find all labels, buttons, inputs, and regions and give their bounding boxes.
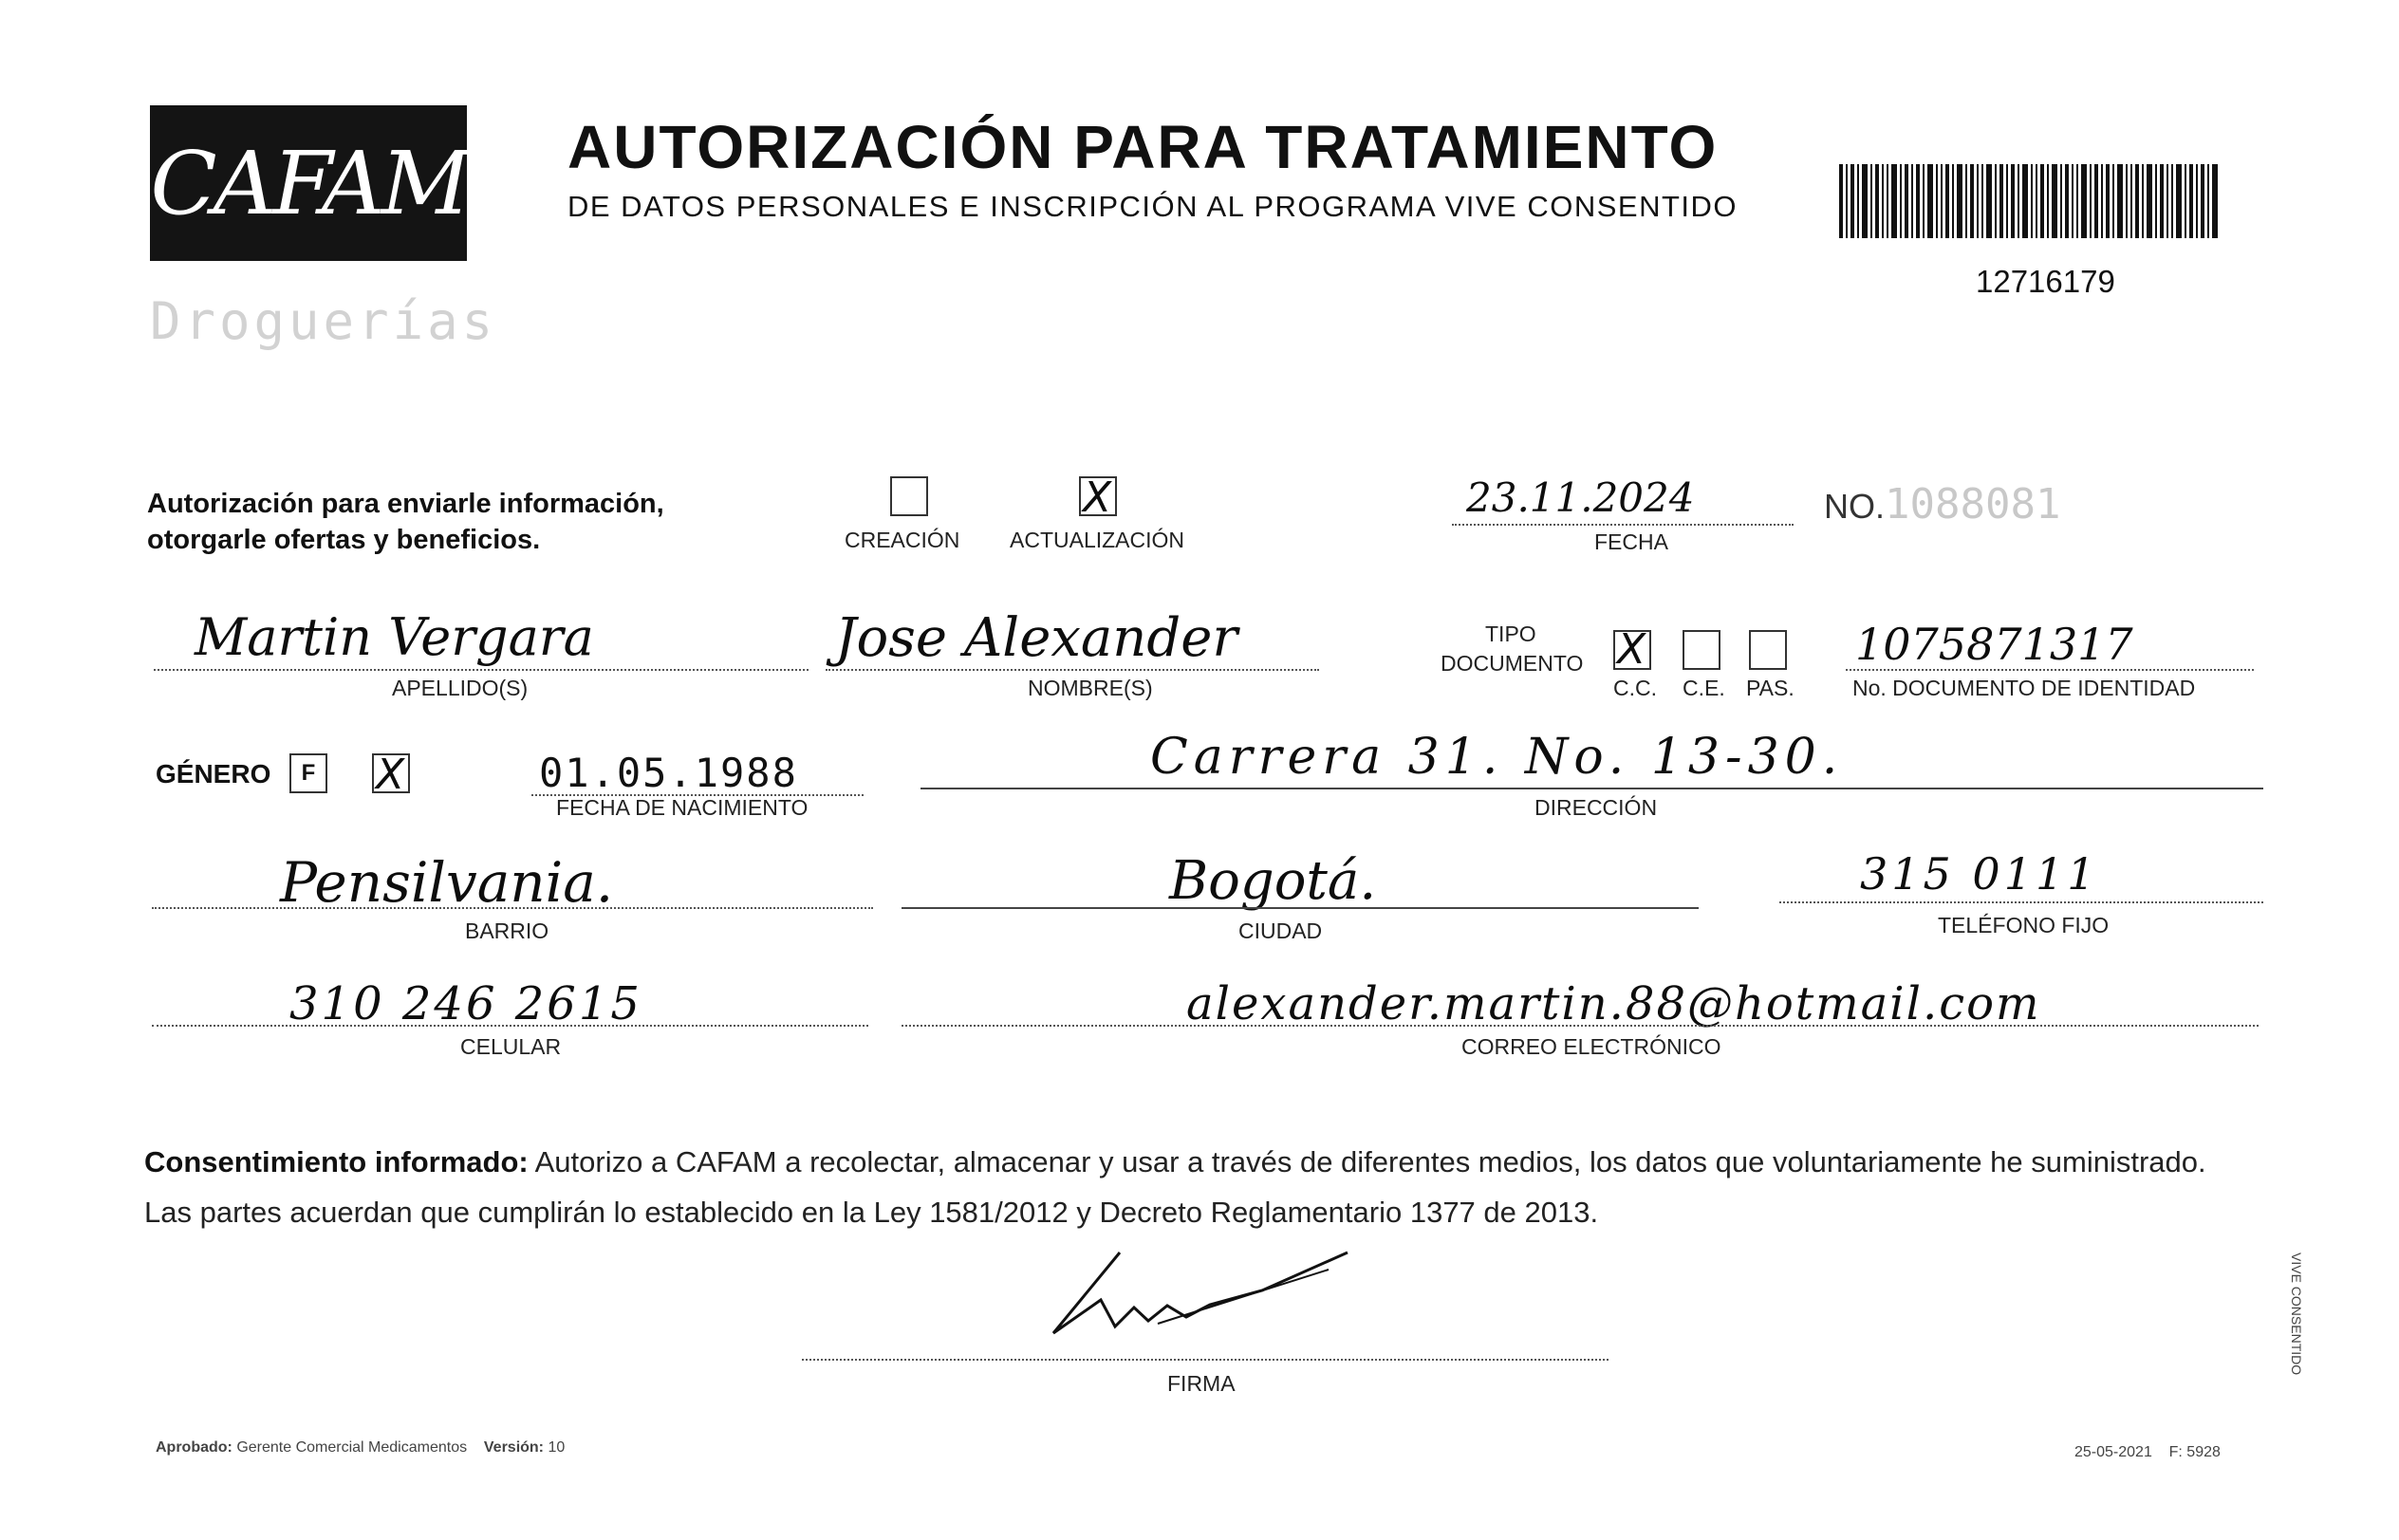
documento-number-label: No. DOCUMENTO DE IDENTIDAD (1852, 676, 2196, 700)
genero-f-checkbox[interactable] (289, 753, 327, 793)
actualizacion-checkbox[interactable] (1079, 473, 1117, 522)
apellidos-value[interactable]: Martin Vergara (195, 607, 594, 667)
consent-block (144, 1137, 2270, 1237)
direccion-label: DIRECCIÓN (1534, 795, 1658, 820)
footer-date-code (2074, 1444, 2221, 1461)
firma-label: FIRMA (1167, 1371, 1236, 1396)
aprobado-label: Aprobado: (156, 1439, 232, 1456)
aprobado-value: Gerente Comercial Medicamentos (236, 1439, 468, 1456)
form-subtitle: DE DATOS PERSONALES E INSCRIPCIÓN AL PROGRAMA VIVE CONSENTIDO (567, 190, 1739, 223)
correo-line (902, 1025, 2259, 1027)
barrio-line (152, 907, 873, 909)
celular-line (152, 1025, 868, 1027)
authorization-heading-line2: otorgarle ofertas y beneficios. (147, 525, 541, 555)
nombres-value[interactable]: Jose Alexander (835, 607, 1238, 669)
genero-label: GÉNERO (156, 759, 271, 789)
ciudad-label: CIUDAD (1238, 918, 1323, 943)
form-title: AUTORIZACIÓN PARA TRATAMIENTO (567, 113, 1719, 181)
documento-label: DOCUMENTO (1441, 651, 1584, 676)
direccion-line (921, 788, 2263, 789)
documento-value[interactable]: 1075871317 (1855, 619, 2133, 670)
ciudad-value[interactable]: Bogotá. (1169, 850, 1377, 912)
authorization-heading-line1: Autorización para enviarle información, (147, 489, 664, 519)
cc-mark: X (1617, 625, 1646, 674)
signature-line (802, 1359, 1609, 1361)
consent-text-line2: Las partes acuerdan que cumplirán lo establecido en la Ley 1581/2012 y Decreto Reglamentario 1377 de 2013. (144, 1196, 1599, 1229)
fecha-line (1452, 524, 1794, 526)
nombres-line (826, 669, 1319, 671)
signature-stroke (1044, 1234, 1385, 1347)
cc-checkbox[interactable] (1613, 625, 1651, 674)
direccion-value[interactable]: Carrera 31. No. 13-30. (1150, 729, 1844, 786)
actualizacion-label: ACTUALIZACIÓN (1010, 528, 1185, 552)
documento-line (1846, 669, 2254, 671)
genero-f-label: F (301, 760, 316, 786)
footer-approval (156, 1439, 565, 1457)
correo-label: CORREO ELECTRÓNICO (1461, 1034, 1721, 1059)
logo-text: CAFAM (150, 132, 467, 234)
authorization-heading (147, 486, 664, 558)
fecha-value[interactable]: 23.11.2024 (1466, 474, 1695, 521)
cc-label: C.C. (1613, 676, 1657, 700)
creacion-checkbox[interactable] (890, 476, 928, 516)
genero-m-mark: X (376, 751, 405, 799)
cafam-logo (150, 105, 467, 261)
tipo-label: TIPO (1485, 622, 1536, 646)
barcode (1839, 164, 2219, 238)
version-value: 10 (548, 1439, 566, 1456)
pas-checkbox[interactable] (1749, 630, 1787, 670)
genero-m-checkbox[interactable] (372, 751, 410, 799)
apellidos-line (154, 669, 809, 671)
apellidos-label: APELLIDO(S) (392, 676, 529, 700)
nacimiento-label: FECHA DE NACIMIENTO (556, 795, 809, 820)
form-number (1824, 480, 2060, 529)
correo-value[interactable]: alexander.martin.88@hotmail.com (1186, 977, 2041, 1030)
ce-checkbox[interactable] (1683, 630, 1720, 670)
footer-date: 25-05-2021 (2074, 1444, 2152, 1460)
form-number-label: NO. (1824, 487, 1886, 526)
consent-text-line1: Autorizo a CAFAM a recolectar, almacenar y usar a través de diferentes medios, los datos que voluntariamente he suministrado. (534, 1145, 2206, 1178)
side-vertical-text: VIVE CONSENTIDO (2289, 1252, 2304, 1376)
actualizacion-mark: X (1083, 473, 1112, 522)
footer-code: F: 5928 (2168, 1444, 2221, 1460)
celular-label: CELULAR (460, 1034, 562, 1059)
creacion-label: CREACIÓN (845, 528, 960, 552)
barrio-label: BARRIO (465, 918, 549, 943)
nombres-label: NOMBRE(S) (1028, 676, 1153, 700)
ciudad-line (902, 907, 1699, 909)
consent-heading: Consentimiento informado: (144, 1145, 529, 1178)
celular-value[interactable]: 310 246 2615 (289, 977, 642, 1030)
barrio-value[interactable]: Pensilvania. (280, 850, 614, 915)
form-number-value: 1088081 (1885, 480, 2061, 529)
version-label: Versión: (483, 1439, 545, 1456)
barcode-number: 12716179 (1976, 264, 2115, 299)
logo-subtext: Droguerías (150, 291, 497, 351)
fecha-label: FECHA (1594, 529, 1668, 554)
telefono-line (1779, 901, 2263, 903)
nacimiento-value[interactable]: 01.05.1988 (539, 750, 798, 796)
telefono-label: TELÉFONO FIJO (1938, 913, 2110, 937)
telefono-value[interactable]: 315 0111 (1860, 848, 2099, 900)
ce-label: C.E. (1683, 676, 1725, 700)
pas-label: PAS. (1746, 676, 1795, 700)
